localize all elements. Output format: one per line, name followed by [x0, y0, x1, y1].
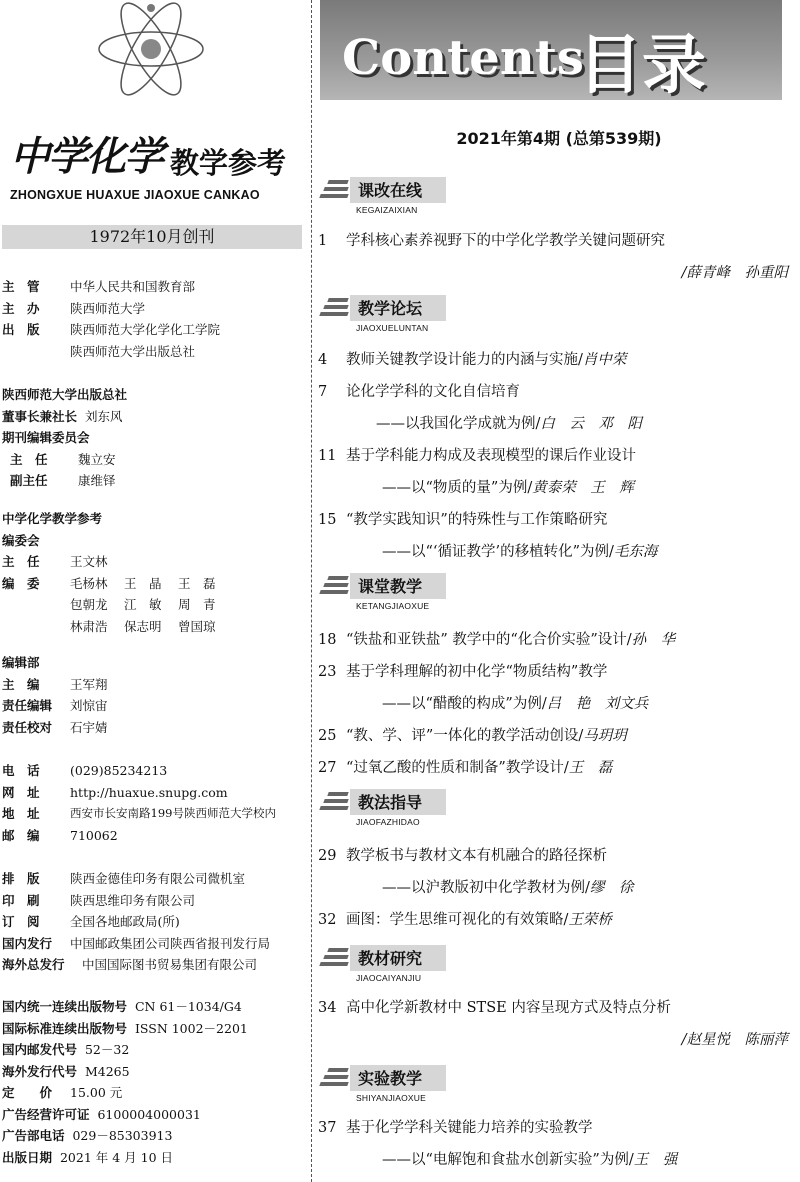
issue-number: 2021年第4期 (总第539期): [456, 129, 662, 148]
article-entry[interactable]: [318, 756, 800, 777]
article-authors: 缪 徐: [589, 880, 634, 896]
column-divider: [311, 0, 312, 1182]
article-page: 37: [318, 1120, 337, 1136]
label-domestic-code: 国内邮发代号: [2, 1042, 78, 1057]
editorial-heading: 中学化学教学参考: [2, 511, 103, 526]
label-proofreader: 责任校对: [2, 719, 53, 735]
value-chair: 王文林: [70, 554, 108, 569]
member-name: 江 敏: [124, 597, 162, 612]
article-subtitle: ——以“醋酸的构成”为例/: [382, 696, 547, 712]
article-entry[interactable]: [318, 628, 800, 649]
label-printing: 印 刷: [2, 892, 40, 908]
masthead-top: [2, 276, 308, 362]
article-subtitle-line: [382, 1148, 677, 1169]
magazine-title-sub: 教学参考: [170, 146, 287, 180]
section-title: 实验教学: [358, 1069, 423, 1088]
editorial-department: [2, 652, 308, 738]
stripes-icon: [320, 298, 348, 320]
article-title: “教、学、评”一体化的教学活动创设/: [346, 728, 584, 744]
section-header: [320, 944, 450, 983]
label-phone: 电 话: [2, 763, 40, 778]
article-subtitle-line: [382, 476, 634, 497]
article-subtitle-line: [382, 540, 657, 561]
value-director: 魏立安: [77, 451, 116, 467]
label-issn: 国际标准连续出版物号: [2, 1020, 128, 1036]
article-page: 1: [318, 233, 328, 249]
value-cn-number: CN 61－1034/G4: [134, 999, 242, 1014]
value-supervisor: 中华人民共和国教育部: [70, 279, 196, 294]
article-subtitle: ——以“‘循证教学’的移植转化”为例/: [382, 544, 614, 560]
article-authors: 王荣桥: [568, 912, 612, 928]
stripes-icon: [320, 948, 348, 970]
section-pinyin: SHIYANJIAOXUE: [356, 1093, 426, 1103]
contents-column: [318, 0, 800, 1182]
article-title: “教学实践知识”的特殊性与工作策略研究: [346, 512, 608, 528]
value-phone: (029)85234213: [70, 763, 168, 778]
value-publisher-2: 陕西师范大学出版总社: [70, 343, 196, 359]
article-authors: 孙 华: [631, 632, 676, 648]
article-subtitle-line: [376, 412, 642, 433]
section-header: [320, 572, 450, 611]
stripes-icon: [320, 180, 348, 202]
article-subtitle: ——以“电解饱和食盐水创新实验”为例/: [382, 1152, 634, 1168]
article-entry[interactable]: [318, 348, 800, 369]
member-name: 曾国琼: [178, 618, 216, 634]
value-domestic-code: 52－32: [84, 1042, 130, 1057]
article-authors: 王 磊: [568, 760, 613, 776]
article-page: 29: [318, 848, 337, 864]
section-title: 教学论坛: [358, 299, 423, 318]
member-name: 王 晶: [124, 575, 162, 591]
section-header: [320, 176, 450, 215]
member-name: 周 青: [178, 597, 216, 612]
label-typesetting: 排 版: [2, 871, 40, 886]
label-members: 编 委: [2, 575, 40, 591]
member-name: 王 磊: [178, 575, 216, 591]
article-title: 基于学科能力构成及表现模型的课后作业设计: [346, 448, 636, 464]
article-page: 18: [318, 632, 337, 648]
value-subscription: 全国各地邮政局(所): [70, 914, 180, 929]
value-domestic-distribution: 中国邮政集团公司陕西省报刊发行局: [70, 935, 271, 951]
article-title: 教师关键教学设计能力的内涵与实施/: [346, 352, 583, 368]
section-pinyin: JIAOFAZHIDAO: [356, 817, 420, 827]
article-authors: 肖中荣: [582, 352, 627, 368]
label-overseas-distribution: 海外总发行: [2, 957, 65, 972]
contents-title-en: Contents: [342, 30, 584, 86]
section-pinyin: JIAOXUELUNTAN: [356, 323, 429, 333]
section-title: 教法指导: [358, 793, 423, 812]
production-info: [2, 868, 308, 976]
atom-logo-icon: [95, 0, 207, 98]
article-entry[interactable]: [318, 908, 800, 929]
section-pinyin: KETANGJIAOXUE: [356, 601, 430, 611]
article-page: 34: [318, 1000, 337, 1016]
value-postcode: 710062: [70, 827, 118, 843]
article-authors: 王 强: [633, 1152, 678, 1168]
member-name: 毛杨林: [70, 575, 108, 591]
article-entry[interactable]: [318, 380, 800, 401]
article-authors: /薛青峰 孙重阳: [681, 265, 788, 281]
section-pinyin: KEGAIZAIXIAN: [356, 205, 418, 215]
article-title: 基于学科理解的初中化学“物质结构”教学: [346, 664, 608, 680]
article-authors: 吕 艳 刘文兵: [546, 696, 649, 712]
publisher-block: [2, 384, 308, 492]
article-authors: 黄泰荣 王 辉: [532, 480, 634, 496]
magazine-title-calligraphy: 中学化学: [10, 133, 162, 180]
member-name: 保志明: [124, 618, 162, 634]
member-name: 林肃浩: [70, 618, 108, 634]
publication-codes: [2, 996, 308, 1168]
article-page: 11: [318, 448, 337, 464]
label-president: 董事长兼社长: [2, 408, 78, 424]
label-vice-director: 副主任: [9, 473, 48, 488]
magazine-title: [10, 126, 305, 182]
article-authors: 白 云 邓 阳: [540, 416, 642, 432]
label-overseas-code: 海外发行代号: [2, 1063, 78, 1079]
section-header: [320, 294, 450, 333]
value-issn: ISSN 1002－2201: [134, 1020, 248, 1036]
label-domestic-distribution: 国内发行: [2, 935, 53, 951]
article-entry[interactable]: [318, 996, 800, 1017]
value-responsible-editor: 刘惊宙: [70, 698, 108, 713]
article-title: “铁盐和亚铁盐” 教学中的“化合价实验”设计/: [346, 632, 632, 648]
section-header: [320, 788, 450, 827]
article-title: 学科核心素养视野下的中学化学教学关键问题研究: [346, 233, 665, 249]
label-website: 网 址: [2, 784, 40, 800]
label-address: 地 址: [2, 806, 40, 821]
label-price: 定 价: [2, 1085, 53, 1100]
article-entry[interactable]: [318, 1116, 800, 1137]
magazine-pinyin: ZHONGXUE HUAXUE JIAOXUE CANKAO: [10, 188, 260, 202]
article-page: 7: [318, 384, 328, 400]
article-title: 画图：学生思维可视化的有效策略/: [346, 912, 569, 928]
contents-title-cn: 目录: [578, 29, 706, 103]
contact-info: [2, 760, 308, 846]
label-cn-number: 国内统一连续出版物号: [2, 999, 128, 1014]
article-entry[interactable]: [318, 444, 800, 465]
committee-heading: 期刊编辑委员会: [2, 430, 90, 445]
article-page: 27: [318, 760, 337, 776]
value-publisher: 陕西师范大学化学化工学院: [70, 322, 221, 337]
member-name: 包朝龙: [70, 597, 108, 612]
stripes-icon: [320, 1068, 348, 1090]
label-chief-editor: 主 编: [2, 676, 40, 692]
article-entry[interactable]: [318, 724, 800, 745]
section-title: 课堂教学: [358, 577, 423, 596]
label-subscription: 订 阅: [2, 914, 40, 929]
label-pub-date: 出版日期: [2, 1149, 53, 1165]
value-ad-license: 6100004000031: [97, 1106, 201, 1122]
value-typesetting: 陕西金德佳印务有限公司微机室: [70, 871, 246, 886]
article-entry[interactable]: [318, 660, 800, 681]
label-postcode: 邮 编: [2, 827, 40, 843]
article-subtitle: ——以沪教版初中化学教材为例/: [382, 880, 590, 896]
contents-banner: [320, 0, 782, 103]
article-subtitle-line: [382, 876, 633, 897]
value-vice-director: 康维铎: [77, 473, 116, 488]
value-overseas-distribution: 中国国际图书贸易集团有限公司: [82, 957, 258, 972]
member-list: [70, 573, 232, 638]
value-proofreader: 石宇婧: [70, 719, 108, 735]
article-page: 4: [318, 352, 328, 368]
article-page: 32: [318, 912, 337, 928]
value-printing: 陕西思维印务有限公司: [70, 892, 196, 908]
label-chair: 主 任: [2, 554, 40, 569]
stripes-icon: [320, 792, 348, 814]
article-title: “过氧乙酸的性质和制备”教学设计/: [346, 760, 569, 776]
section-title: 教材研究: [358, 949, 423, 968]
article-subtitle-line: [382, 692, 648, 713]
value-overseas-code: M4265: [84, 1063, 130, 1079]
founded-date: 1972年10月创刊: [2, 225, 302, 249]
publisher-heading: 陕西师范大学出版总社: [2, 387, 128, 402]
label-director: 主 任: [9, 451, 48, 467]
article-title: 教学板书与教材文本有机融合的路径探析: [346, 848, 607, 864]
label-publisher-2: [2, 341, 70, 363]
article-entry[interactable]: [318, 844, 800, 865]
value-sponsor: 陕西师范大学: [70, 300, 146, 316]
value-ad-phone: 029－85303913: [72, 1128, 173, 1143]
label-publisher: 出 版: [2, 322, 40, 337]
dept-heading: 编辑部: [2, 655, 40, 670]
value-address: 西安市长安南路199号陕西师范大学校内: [70, 806, 276, 820]
value-pub-date: 2021 年 4 月 10 日: [59, 1149, 174, 1165]
section-pinyin: JIAOCAIYANJIU: [356, 973, 422, 983]
board-heading: 编委会: [2, 532, 40, 548]
label-ad-license: 广告经营许可证: [2, 1106, 90, 1122]
masthead-column: [0, 0, 308, 1182]
label-sponsor: 主 办: [2, 300, 40, 316]
article-page: 25: [318, 728, 337, 744]
article-title: 论化学学科的文化自信培育: [346, 384, 520, 400]
value-website[interactable]: http://huaxue.snupg.com: [70, 784, 228, 800]
article-entry[interactable]: [318, 229, 800, 250]
article-subtitle: ——以我国化学成就为例/: [376, 416, 541, 432]
section-header: [320, 1064, 450, 1103]
article-authors: 毛东海: [613, 544, 658, 560]
article-subtitle: ——以“物质的量”为例/: [382, 480, 533, 496]
label-responsible-editor: 责任编辑: [2, 698, 53, 713]
value-president: 刘东风: [84, 408, 123, 424]
label-supervisor: 主 管: [2, 279, 40, 294]
editorial-board: [2, 508, 308, 637]
value-chief-editor: 王军翔: [70, 676, 108, 692]
article-page: 15: [318, 512, 337, 528]
article-title: 高中化学新教材中 STSE 内容呈现方式及特点分析: [346, 1000, 671, 1016]
label-ad-phone: 广告部电话: [2, 1128, 65, 1143]
article-page: 23: [318, 664, 337, 680]
article-authors: 马玥玥: [583, 728, 627, 744]
article-authors: /赵星悦 陈丽萍: [681, 1032, 788, 1048]
value-price: 15.00 元: [70, 1085, 123, 1100]
article-title: 基于化学学科关键能力培养的实验教学: [346, 1120, 593, 1136]
stripes-icon: [320, 576, 348, 598]
section-title: 课改在线: [358, 181, 423, 200]
article-entry[interactable]: [318, 508, 800, 529]
